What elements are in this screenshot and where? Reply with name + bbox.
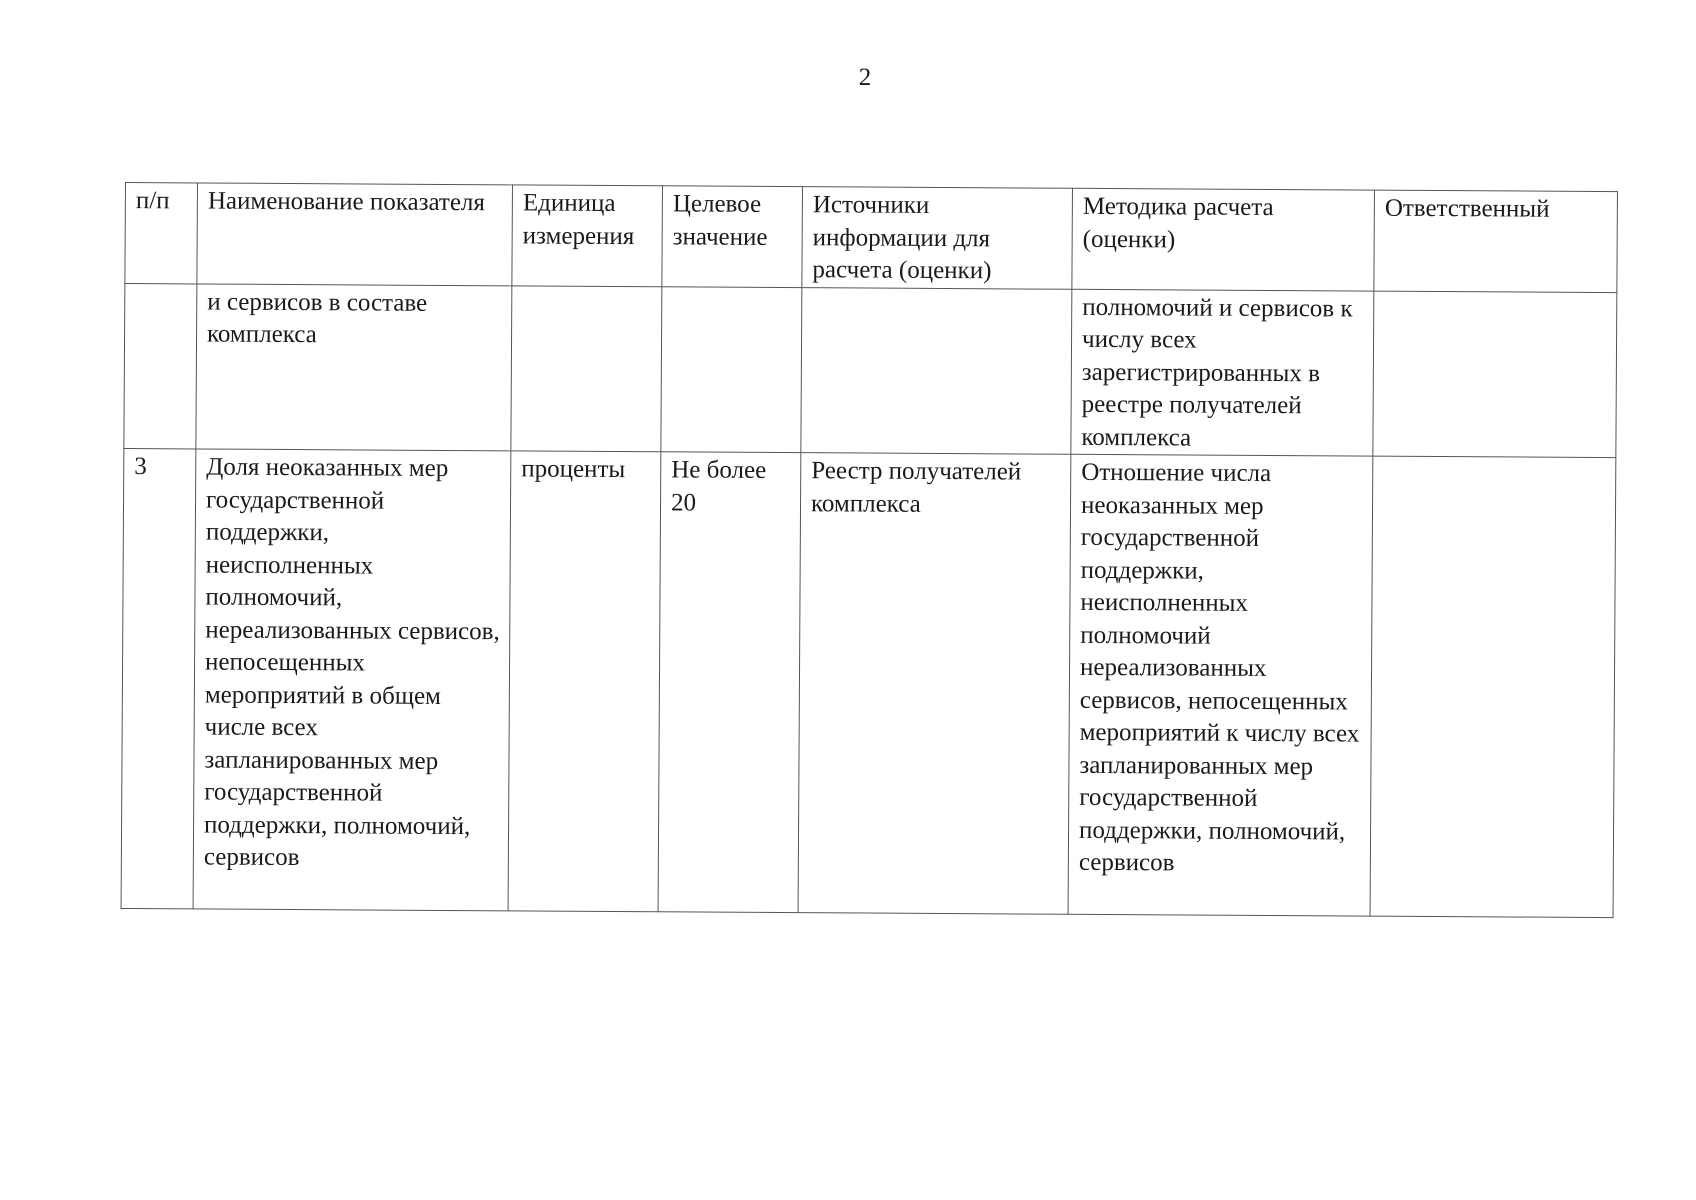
row-name-cell: и сервисов в составе комплекса bbox=[196, 283, 512, 450]
row-unit-cell: проценты bbox=[508, 451, 661, 912]
row-method-cell: Отношение числа неоказанных мер государственной поддержки, неисполненных полномочий нереализованных сервисов, непосещенных мероприятий к числу всех запланированных мер государственной поддержки, полномочий, сервисов bbox=[1068, 454, 1373, 916]
row-name-cell: Доля неоказанных мер государственной поддержки, неисполненных полномочий, нереализованных сервисов, непосещенных мероприятий в общем числе всех запланированных мер государственной поддержки, полномочий, сервисов bbox=[193, 449, 511, 911]
row-num-cell bbox=[124, 283, 197, 449]
row-responsible-cell bbox=[1370, 456, 1616, 917]
row-sources-cell bbox=[801, 287, 1072, 454]
row-method-cell: полномочий и сервисов к числу всех зарегистрированных в реестре получателей комплекса bbox=[1071, 289, 1374, 456]
page-number: 2 bbox=[858, 64, 872, 91]
header-method: Методика расчета (оценки) bbox=[1072, 188, 1375, 290]
row-num-cell: 3 bbox=[121, 448, 196, 908]
table-row bbox=[121, 448, 1616, 917]
row-unit-cell bbox=[511, 285, 662, 451]
header-unit: Единица измерения bbox=[512, 185, 663, 286]
row-target-cell: Не более 20 bbox=[658, 452, 801, 913]
row-target-cell bbox=[661, 286, 802, 452]
header-name: Наименование показателя bbox=[197, 183, 513, 285]
header-num: п/п bbox=[125, 183, 198, 284]
header-sources: Источники информации для расчета (оценки) bbox=[802, 187, 1073, 289]
header-responsible: Ответственный bbox=[1374, 190, 1618, 292]
indicators-table bbox=[121, 182, 1618, 918]
table-row bbox=[124, 283, 1617, 458]
row-sources-cell: Реестр получателей комплекса bbox=[798, 453, 1071, 915]
header-target: Целевое значение bbox=[662, 186, 803, 287]
row-responsible-cell bbox=[1373, 291, 1617, 458]
table-header-row bbox=[125, 183, 1618, 293]
